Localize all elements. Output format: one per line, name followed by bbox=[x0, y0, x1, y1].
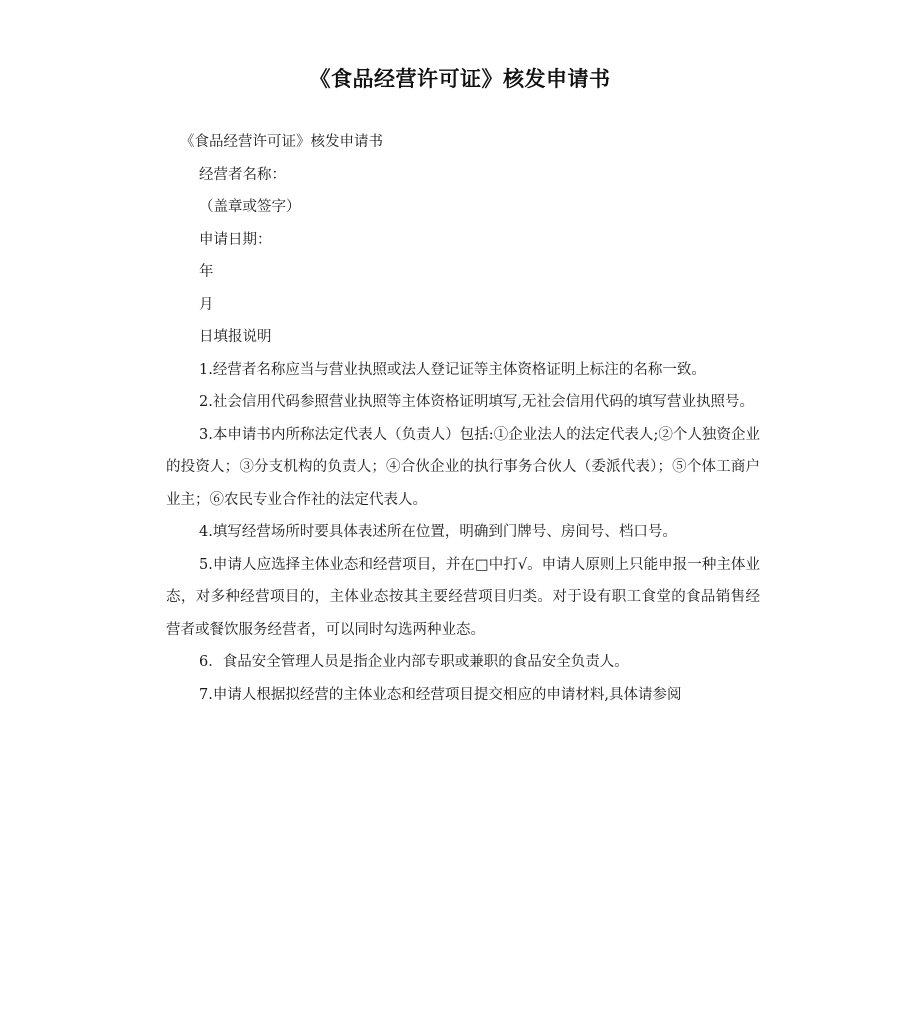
date-year-label: 年 bbox=[199, 264, 214, 280]
document-body bbox=[166, 126, 760, 711]
instruction-paragraph-3: 3.本申请书内所称法定代表人（负责人）包括:①企业法人的法定代表人;②个人独资企业的投资人；③分支机构的负责人；④合伙企业的执行事务合伙人（委派代表）；⑤个体工商户业主；⑥农民专业合作社的法定代表人。 bbox=[166, 426, 760, 508]
operator-name-field-label: 经营者名称： bbox=[199, 166, 286, 183]
instruction-paragraph-4: 4.填写经营场所时要具体表述所在位置，明确到门牌号、房间号、档口号。 bbox=[199, 524, 677, 540]
instruction-paragraph-6: 6．食品安全管理人员是指企业内部专职或兼职的食品安全负责人。 bbox=[199, 654, 629, 670]
instruction-paragraph-2: 2.社会信用代码参照营业执照等主体资格证明填写,无社会信用代码的填写营业执照号。 bbox=[199, 394, 754, 410]
date-month-label: 月 bbox=[199, 296, 214, 313]
instruction-paragraph-7: 7.申请人根据拟经营的主体业态和经营项目提交相应的申请材料,具体请参阅 bbox=[199, 686, 682, 703]
document-title: 《食品经营许可证》核发申请书 bbox=[309, 67, 611, 91]
date-day-and-instructions-heading: 日填报说明 bbox=[199, 329, 272, 345]
instruction-paragraph-5: 5.申请人应选择主体业态和经营项目，并在□中打√。申请人原则上只能申报一种主体业态，对多种经营项目的，主体业态按其主要经营项目归类。对于设有职工食堂的食品销售经营者或餐饮服务经营者，可以同时勾选两种业态。 bbox=[166, 556, 760, 638]
instruction-paragraph-1: 1.经营者名称应当与营业执照或法人登记证等主体资格证明上标注的名称一致。 bbox=[199, 361, 706, 378]
form-heading: 《食品经营许可证》核发申请书 bbox=[180, 134, 383, 150]
seal-or-signature-note: （盖章或签字） bbox=[199, 199, 301, 215]
application-date-label: 申请日期： bbox=[199, 231, 272, 248]
